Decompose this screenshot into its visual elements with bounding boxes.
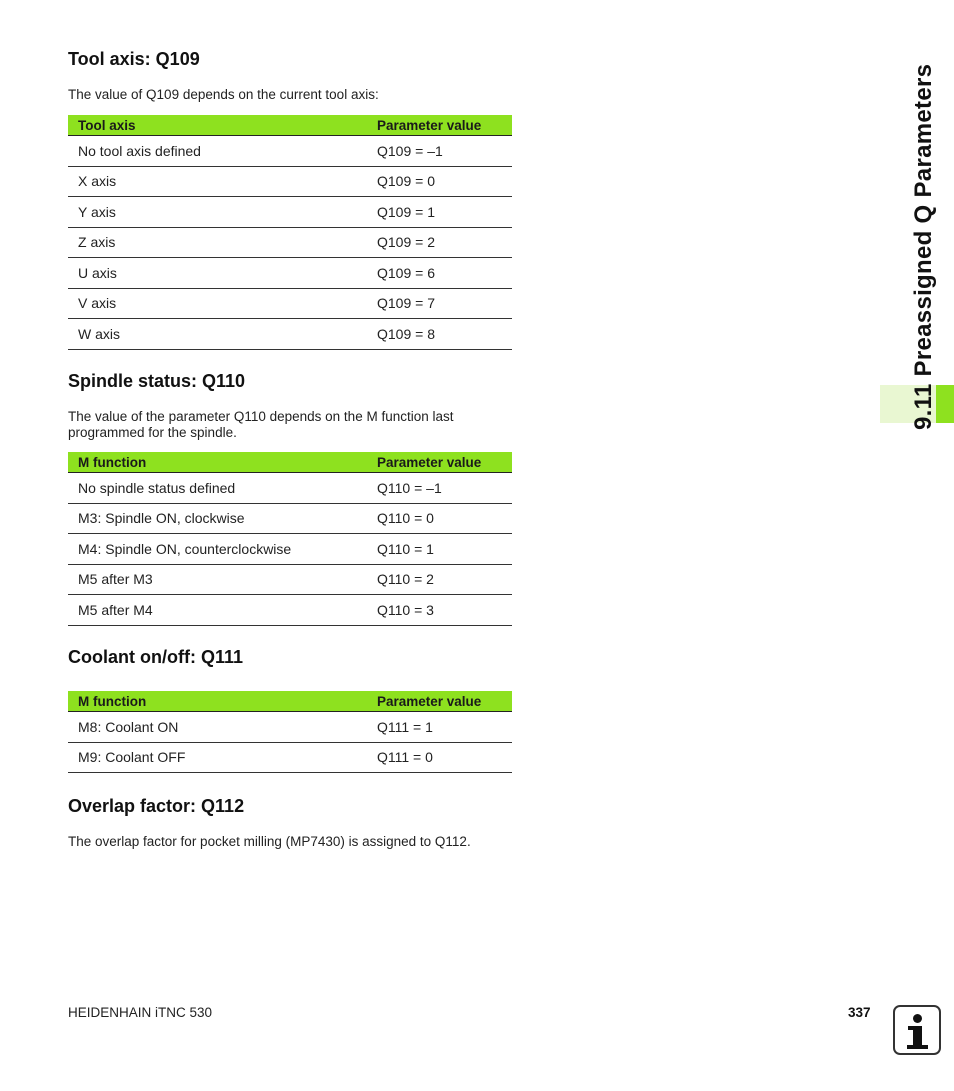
spindle-status-intro: The value of the parameter Q110 depends on the M function last programmed for the spindle. bbox=[68, 409, 454, 440]
section-heading-tool-axis: Tool axis: Q109 bbox=[68, 49, 200, 69]
table-cell: Q110 = 1 bbox=[367, 534, 512, 565]
chapter-title-container bbox=[880, 40, 940, 430]
section-heading-overlap: Overlap factor: Q112 bbox=[68, 796, 245, 816]
section-heading-spindle-status: Spindle status: Q110 bbox=[68, 371, 246, 391]
table-cell: Q109 = 2 bbox=[367, 227, 512, 258]
column-header: Parameter value bbox=[367, 115, 512, 136]
info-icon-dot bbox=[913, 1014, 922, 1023]
table-cell: M4: Spindle ON, counterclockwise bbox=[68, 534, 367, 565]
table-cell: Q109 = 6 bbox=[367, 258, 512, 289]
table-row bbox=[68, 288, 512, 319]
section-heading-coolant: Coolant on/off: Q111 bbox=[68, 647, 244, 667]
table-cell: Y axis bbox=[68, 197, 367, 228]
table-row bbox=[68, 319, 512, 350]
table-cell: Q109 = 1 bbox=[367, 197, 512, 228]
table-row bbox=[68, 136, 512, 167]
column-header: M function bbox=[68, 452, 367, 473]
spindle-status-table bbox=[68, 452, 512, 626]
tool-axis-intro: The value of Q109 depends on the current tool axis: bbox=[68, 87, 379, 102]
table-row bbox=[68, 503, 512, 534]
table-cell: No tool axis defined bbox=[68, 136, 367, 167]
column-header: Tool axis bbox=[68, 115, 367, 136]
table-cell: X axis bbox=[68, 166, 367, 197]
table-row bbox=[68, 197, 512, 228]
tool-axis-table bbox=[68, 115, 512, 350]
table-cell: Q109 = 0 bbox=[367, 166, 512, 197]
table-cell: M8: Coolant ON bbox=[68, 712, 367, 743]
chapter-sidebar bbox=[880, 40, 954, 430]
table-row bbox=[68, 258, 512, 289]
table-cell: W axis bbox=[68, 319, 367, 350]
table-row bbox=[68, 712, 512, 743]
info-icon-serif-bottom bbox=[907, 1045, 928, 1049]
table-cell: No spindle status defined bbox=[68, 473, 367, 504]
table-cell: M9: Coolant OFF bbox=[68, 742, 367, 773]
table-row bbox=[68, 227, 512, 258]
table-header-row bbox=[68, 452, 512, 473]
table-row bbox=[68, 473, 512, 504]
table-cell: Q109 = –1 bbox=[367, 136, 512, 167]
table-row bbox=[68, 595, 512, 626]
table-cell: Q109 = 7 bbox=[367, 288, 512, 319]
table-header-row bbox=[68, 115, 512, 136]
footer-manual-name: HEIDENHAIN iTNC 530 bbox=[68, 1005, 213, 1020]
table-cell: Q111 = 0 bbox=[367, 742, 512, 773]
table-cell: M5 after M3 bbox=[68, 564, 367, 595]
table-cell: M5 after M4 bbox=[68, 595, 367, 626]
table-cell: Q110 = 0 bbox=[367, 503, 512, 534]
column-header: Parameter value bbox=[367, 691, 512, 712]
page-number: 337 bbox=[848, 1005, 871, 1020]
coolant-table bbox=[68, 691, 512, 773]
table-row bbox=[68, 564, 512, 595]
table-header-row bbox=[68, 691, 512, 712]
table-row bbox=[68, 534, 512, 565]
info-icon bbox=[893, 1005, 941, 1055]
table-cell: U axis bbox=[68, 258, 367, 289]
table-row bbox=[68, 166, 512, 197]
table-row bbox=[68, 742, 512, 773]
column-header: Parameter value bbox=[367, 452, 512, 473]
table-cell: Q111 = 1 bbox=[367, 712, 512, 743]
column-header: M function bbox=[68, 691, 367, 712]
overlap-intro: The overlap factor for pocket milling (MP7430) is assigned to Q112. bbox=[68, 834, 471, 849]
table-cell: V axis bbox=[68, 288, 367, 319]
table-cell: Q110 = 3 bbox=[367, 595, 512, 626]
table-cell: Q110 = 2 bbox=[367, 564, 512, 595]
table-cell: Q110 = –1 bbox=[367, 473, 512, 504]
chapter-title: 9.11 Preassigned Q Parameters bbox=[910, 63, 937, 430]
table-cell: M3: Spindle ON, clockwise bbox=[68, 503, 367, 534]
table-cell: Q109 = 8 bbox=[367, 319, 512, 350]
table-cell: Z axis bbox=[68, 227, 367, 258]
